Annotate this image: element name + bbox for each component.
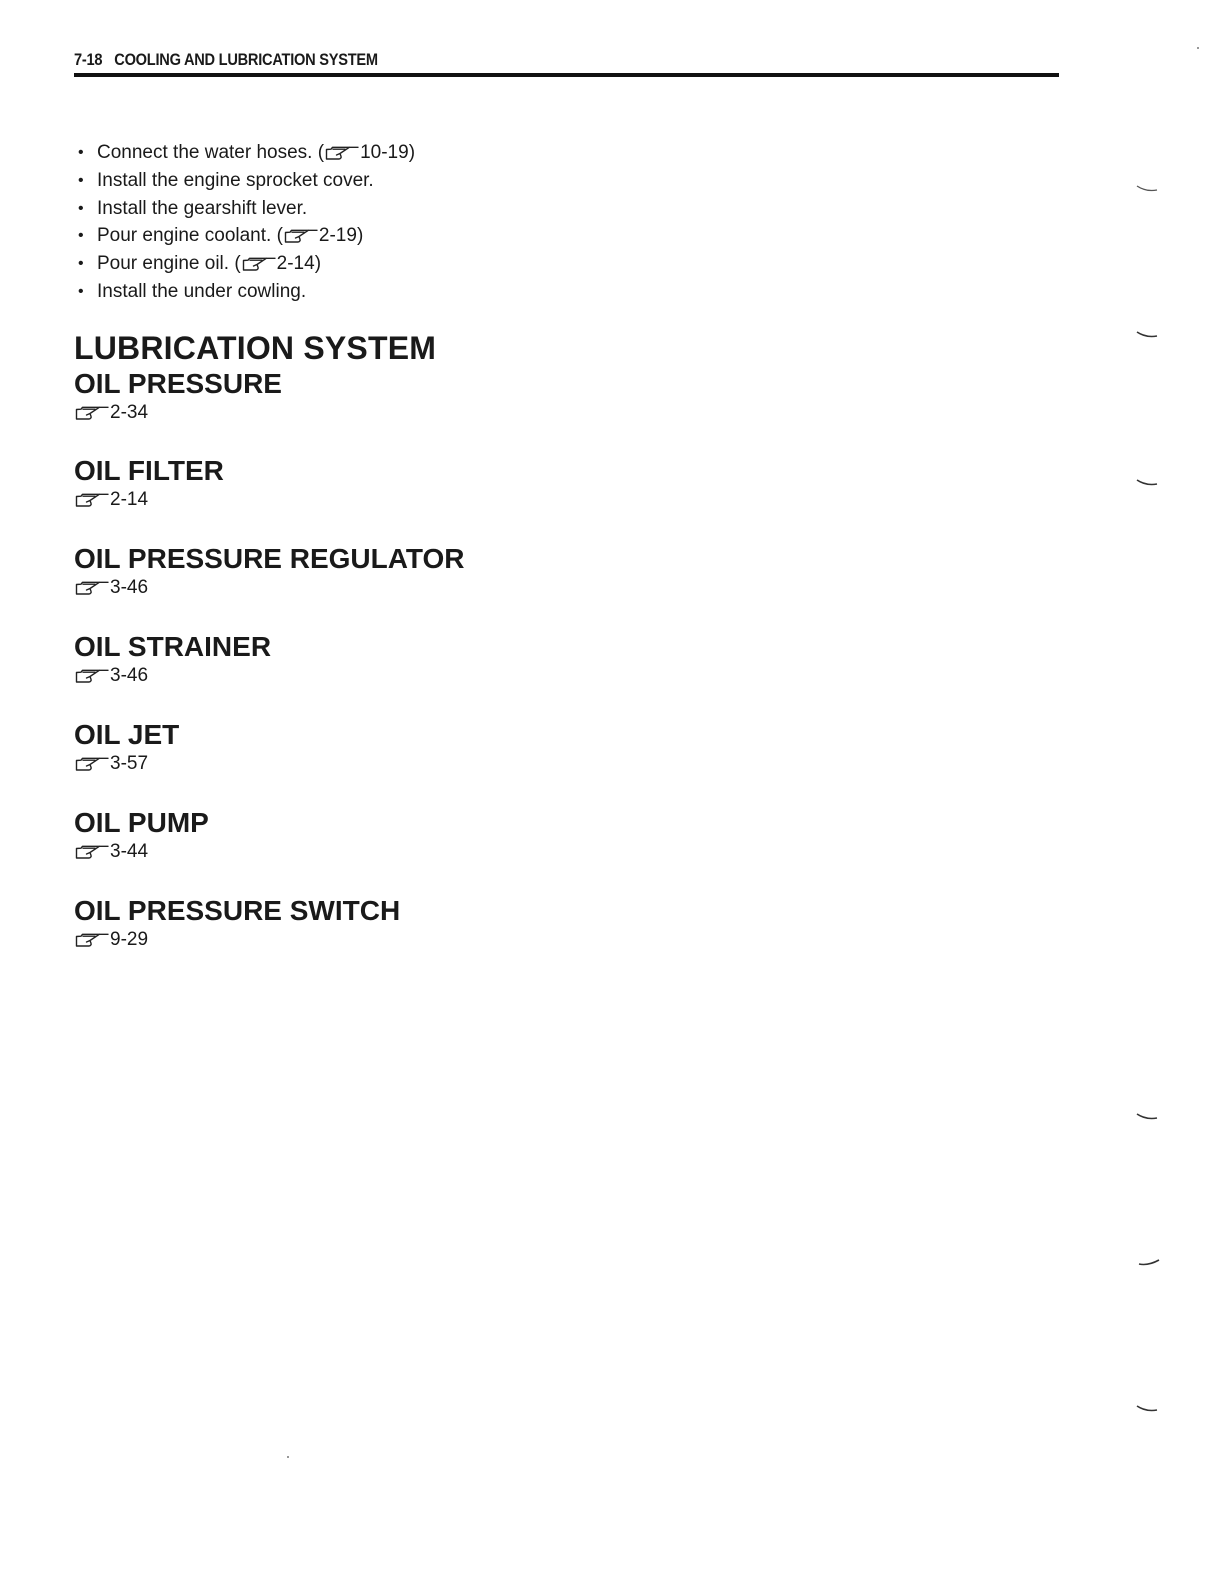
bullet-icon: •: [78, 171, 84, 189]
section-title: OIL PRESSURE: [74, 368, 282, 399]
section-oil-pressure-regulator: [74, 542, 465, 600]
section-ref-page[interactable]: 3-46: [110, 665, 149, 686]
section-reference: [74, 401, 282, 425]
step-text: Install the engine sprocket cover.: [97, 169, 374, 191]
section-title: OIL PRESSURE REGULATOR: [74, 543, 465, 574]
section-ref-page[interactable]: 3-57: [110, 753, 149, 774]
section-reference: [74, 576, 465, 600]
scan-speck: [287, 1456, 289, 1458]
procedure-steps: [78, 139, 415, 306]
reference-hand-icon: [75, 405, 109, 421]
step-ref[interactable]: 2-19: [318, 225, 357, 247]
section-ref-page[interactable]: 2-14: [110, 489, 149, 510]
binding-mark: [1136, 478, 1158, 488]
section-reference: [74, 840, 209, 864]
header-rule: [74, 73, 1059, 77]
bullet-icon: •: [78, 144, 84, 161]
binding-mark: [1136, 184, 1158, 194]
section-ref-page[interactable]: 3-46: [110, 577, 149, 598]
section-oil-filter: [74, 454, 224, 512]
bullet-icon: •: [78, 282, 84, 300]
section-oil-jet: [74, 718, 179, 776]
reference-hand-icon: [75, 932, 109, 948]
reference-hand-icon: [242, 256, 276, 272]
step-item: [78, 250, 415, 278]
reference-hand-icon: [75, 756, 109, 772]
section-ref-page[interactable]: 3-44: [110, 841, 149, 862]
header-text: [74, 50, 378, 70]
step-text: Pour engine coolant. (: [97, 225, 283, 247]
step-text: Connect the water hoses. (: [97, 142, 325, 163]
binding-mark: [1136, 1404, 1158, 1414]
section-title: OIL FILTER: [74, 455, 224, 486]
section-title: OIL STRAINER: [74, 631, 272, 662]
step-text: Install the gearshift lever.: [97, 197, 308, 219]
reference-hand-icon: [75, 844, 109, 860]
section-oil-pump: [74, 806, 209, 864]
page-header: [74, 48, 1059, 78]
section-title: OIL PUMP: [74, 807, 209, 838]
section-reference: [74, 488, 224, 512]
header-page-number: 7-18: [74, 50, 103, 69]
binding-mark: [1136, 1112, 1158, 1122]
header-title: COOLING AND LUBRICATION SYSTEM: [114, 50, 378, 69]
reference-hand-icon: [284, 228, 318, 244]
step-ref[interactable]: 2-14: [276, 253, 315, 275]
step-item: [78, 195, 415, 223]
reference-hand-icon: [325, 145, 359, 161]
section-title: OIL JET: [74, 719, 180, 750]
section-reference: [74, 928, 400, 952]
section-ref-page[interactable]: 9-29: [110, 929, 149, 950]
binding-mark: [1138, 1258, 1160, 1268]
step-close: ): [356, 225, 364, 247]
section-oil-strainer: [74, 630, 271, 688]
bullet-icon: •: [78, 199, 84, 217]
section-reference: [74, 664, 271, 688]
step-item: [78, 222, 415, 250]
reference-hand-icon: [75, 668, 109, 684]
bullet-icon: •: [78, 227, 84, 245]
step-text: Pour engine oil. (: [97, 253, 241, 275]
bullet-icon: •: [78, 255, 84, 273]
binding-mark: [1136, 330, 1158, 340]
section-oil-pressure: [74, 367, 282, 425]
section-oil-pressure-switch: [74, 894, 400, 952]
step-item: [78, 167, 415, 195]
reference-hand-icon: [75, 580, 109, 596]
step-ref[interactable]: 10-19: [360, 142, 409, 163]
section-title: OIL PRESSURE SWITCH: [74, 895, 401, 926]
section-reference: [74, 752, 179, 776]
section-ref-page[interactable]: 2-34: [110, 402, 149, 423]
step-text: Install the under cowling.: [97, 280, 307, 302]
step-close: ): [314, 253, 322, 275]
main-title: LUBRICATION SYSTEM: [74, 330, 437, 366]
step-close: ): [408, 142, 416, 163]
step-item: [78, 139, 415, 167]
scan-speck: [1197, 47, 1199, 49]
step-item: [78, 278, 415, 306]
reference-hand-icon: [75, 492, 109, 508]
